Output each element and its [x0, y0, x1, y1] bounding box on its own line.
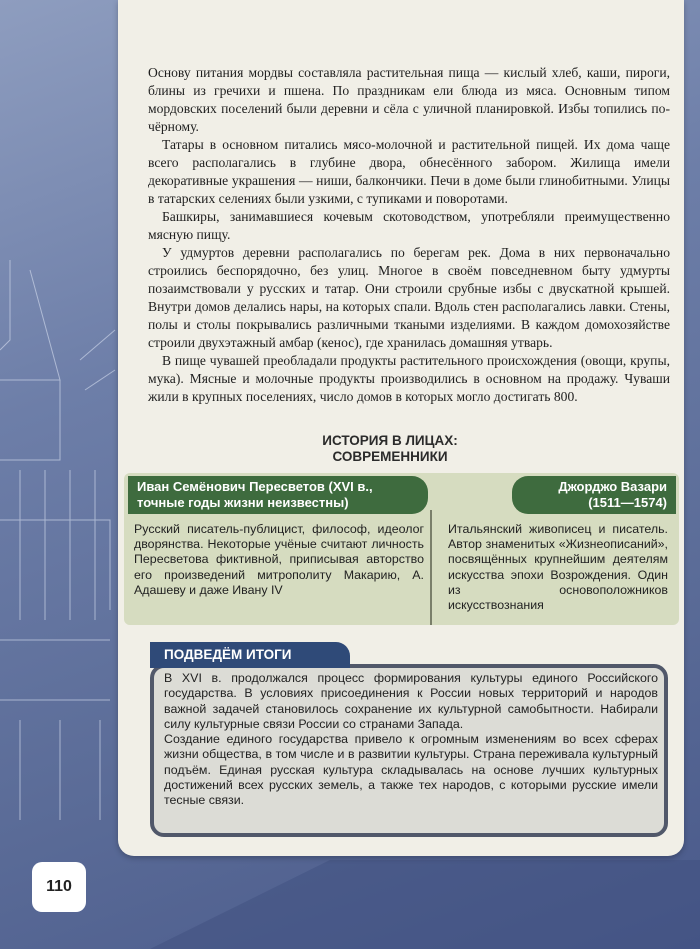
summary-paragraph-1: В XVI в. продолжался процесс формирования культуры единого Российского государства. В условиях присоединения к России новых территорий и народов важной задачей становилось сохранение их культурной самобытности. Набирали силу культурные связи России со странами Запада. — [164, 671, 658, 731]
person-name-vasari: Джорджо Вазари (1511—1574) — [512, 476, 676, 514]
body-text — [148, 64, 670, 406]
summary-title: ПОДВЕДЁМ ИТОГИ — [150, 642, 350, 668]
divider — [430, 510, 432, 625]
section-title: ИСТОРИЯ В ЛИЦАХ: СОВРЕМЕННИКИ — [322, 433, 458, 464]
paragraph-chuvash: В пище чувашей преобладали продукты растительного происхождения (овощи, крупы, мука). Мясные и молочные продукты производились в основном на продажу. Чуваши жили в крупных поселениях, число домов в которых могло достигать 800. — [148, 353, 670, 404]
paragraph-udmurts: У удмуртов деревни располагались по берегам рек. Дома в них первоначально строились беспорядочно, без улиц. Многое в своём повседневном быту удмурты позаимствовали у русских и татар. Они строили срубные избы с двускатной крышей. Внутри домов делались нары, на которых спали. Вдоль стен располагались лавки. Стены, полы и столы покрывались различными ткаными изделиями. В каждом домохозяйстве строили двухэтажный амбар (кенос), где хранилась домашняя утварь. — [148, 245, 670, 350]
page-number: 110 — [32, 862, 86, 912]
person-description-vasari: Итальянский живописец и писатель. Автор знаменитых «Жизнеописаний», посвящённых крупнейшим деятелям искусства эпохи Возрождения. Один из основоположников искусствознания — [448, 522, 668, 613]
person-name-peresvetov: Иван Семёнович Пересветов (XVI в., точные годы жизни неизвестны) — [128, 476, 428, 514]
person-description-peresvetov: Русский писатель-публицист, философ, идеолог дворянства. Некоторые учёные считают личность Пересветова фиктивной, приписывая авторство его произведений митрополиту Макарию, А. Адашеву и даже Ивану IV — [134, 522, 424, 597]
paragraph-tatars: Татары в основном питались мясо-молочной и растительной пищей. Их дома чаще всего располагались в глубине двора, обнесённого забором. Жилища имели декоративные украшения — ниши, балкончики. Печи в доме были глинобитными. Улицы в татарских селениях были узкими, с тупиками и поворотами. — [148, 137, 670, 206]
summary-text — [164, 671, 658, 809]
paragraph-bashkirs: Башкиры, занимавшиеся кочевым скотоводством, употребляли преимущественно мясную пищу. — [148, 209, 670, 242]
summary-paragraph-2: Создание единого государства привело к огромным изменениям во всех сферах жизни общества, в том числе и в развитии культуры. Страна переживала культурный подъём. Единая русская культура складывалась на основе лучших культурных достижений всех русских земель, а также тех народов, с которыми русские имели тесные связи. — [164, 732, 658, 808]
paragraph-mordva: Основу питания мордвы составляла растительная пища — кислый хлеб, каши, пироги, блины из гречихи и пшена. По праздникам ели блюда из мяса. Основным типом мордовских поселений были деревни и сёла с уличной планировкой. Избы топились по-чёрному. — [148, 65, 670, 134]
